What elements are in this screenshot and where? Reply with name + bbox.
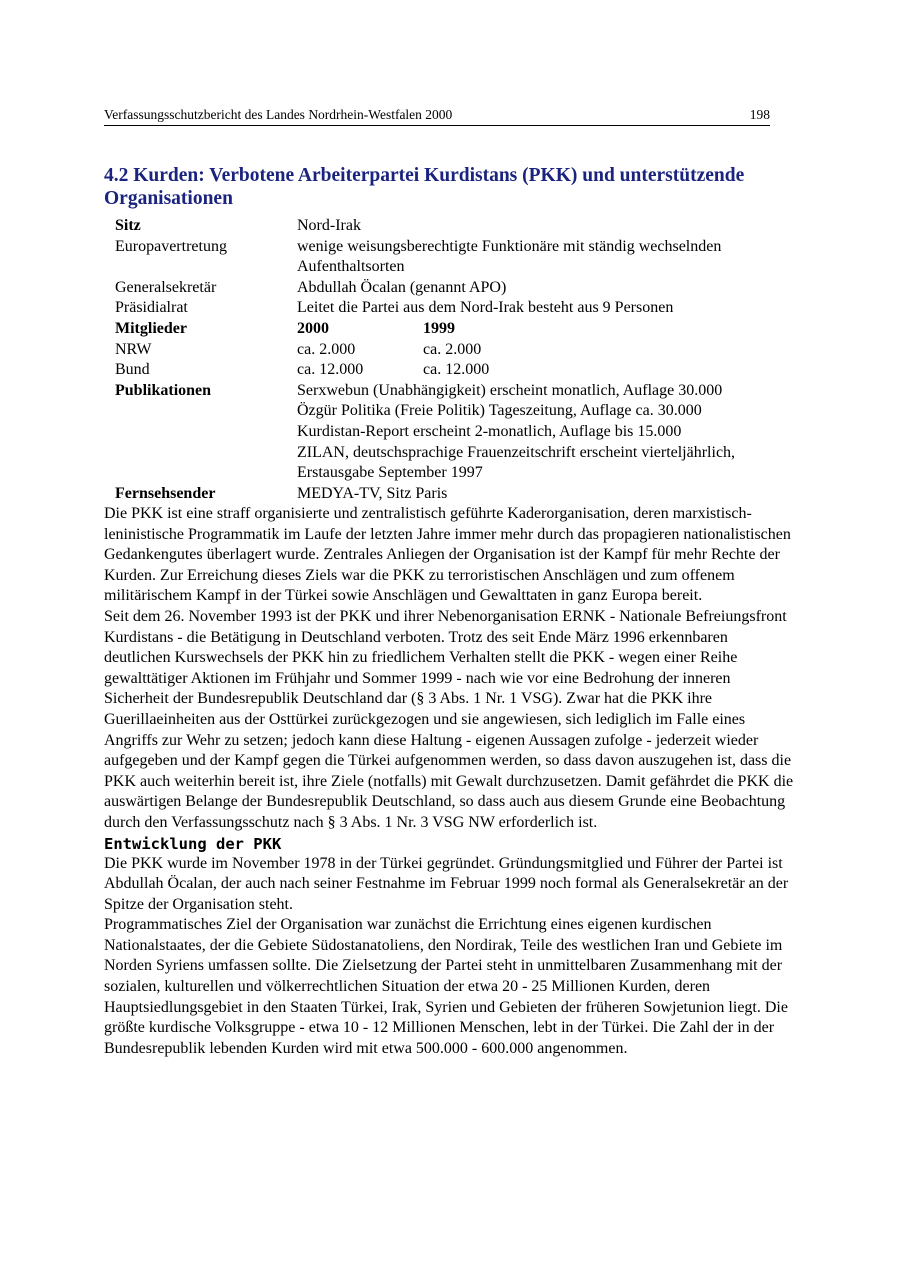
paragraph: Programmatisches Ziel der Organisation war zunächst die Errichtung eines eigenen kurdischen Nationalstaates, der die Gebiete Südostanatoliens, den Nordirak, Teile des westlichen Iran und Gebiete im Norden Syriens umfassen sollte. Die Zielsetzung der Partei steht in unmittelbaren Zusammenhang mit der sozialen, kulturellen und völkerrechtlichen Situation der etwa 20 - 25 Millionen Kurden, deren Hauptsiedlungsgebiet in den Staaten Türkei, Irak, Syrien und Gebieten der früheren Sowjetunion liegt. Die größte kurdische Volksgruppe - etwa 10 - 12 Millionen Menschen, lebt in der Türkei. Die Zahl der in der Bundesrepublik lebenden Kurden wird mit etwa 500.000 - 600.000 angenommen.: [104, 916, 788, 1057]
value-bund: [297, 360, 795, 381]
facts-row-nrw: [115, 340, 795, 361]
page-number: 198: [749, 107, 770, 122]
facts-table: [115, 216, 795, 504]
bund-1999: ca. 12.000: [423, 361, 490, 379]
label-nrw: NRW: [115, 340, 152, 358]
year-1999: 1999: [423, 319, 455, 337]
nrw-1999: ca. 2.000: [423, 340, 482, 358]
bund-2000: ca. 12.000: [297, 361, 364, 379]
facts-row-europavertretung: [115, 237, 795, 278]
paragraph: Die PKK ist eine straff organisierte und zentralistisch geführte Kaderorganisation, deren marxistisch-leninistische Programmatik im Laufe der letzten Jahre immer mehr durch das propagieren nationalistischen Gedankengutes überlagert wurde. Zentrales Anliegen der Organisation ist der Kampf für mehr Rechte der Kurden. Zur Erreichung dieses Ziels war die PKK zu terroristischen Anschlägen und zum offenem militärischem Kampf in der Türkei sowie Anschlägen und Gewalttaten in ganz Europa bereit.: [104, 505, 791, 605]
label-mitglieder: Mitglieder: [115, 319, 187, 337]
body-text: [104, 504, 794, 1059]
header-title: Verfassungsschutzbericht des Landes Nordrhein-Westfalen 2000: [104, 107, 453, 122]
facts-row-sitz: [115, 216, 795, 237]
facts-row-praesidialrat: [115, 298, 795, 319]
value-fernsehsender: MEDYA-TV, Sitz Paris: [297, 484, 448, 502]
value-sitz: Nord-Irak: [297, 217, 361, 234]
value-europavertretung: wenige weisungsberechtigte Funktionäre mit ständig wechselnden Aufenthaltsorten: [297, 237, 722, 276]
value-publikationen: [297, 381, 795, 484]
subheading: Entwicklung der PKK: [104, 834, 282, 853]
label-publikationen: Publikationen: [115, 381, 212, 399]
nrw-2000: ca. 2.000: [297, 340, 356, 358]
label-praesidialrat: Präsidialrat: [115, 299, 188, 317]
label-sitz: Sitz: [115, 217, 141, 234]
label-fernsehsender: Fernsehsender: [115, 484, 216, 502]
value-generalsekretaer: Abdullah Öcalan (genannt APO): [297, 278, 507, 296]
label-europavertretung: Europavertretung: [115, 237, 227, 255]
facts-row-publikationen: [115, 381, 795, 484]
value-years: [297, 319, 795, 340]
label-bund: Bund: [115, 361, 150, 379]
facts-row-mitglieder: [115, 319, 795, 340]
facts-row-bund: [115, 360, 795, 381]
year-2000: 2000: [297, 319, 329, 337]
facts-row-generalsekretaer: [115, 278, 795, 299]
value-nrw: [297, 340, 795, 361]
page-header: [104, 106, 770, 126]
paragraph: Seit dem 26. November 1993 ist der PKK und ihrer Nebenorganisation ERNK - Nationale Befreiungsfront Kurdistans - die Betätigung in Deutschland verboten. Trotz des seit Ende März 1996 erkennbaren deutlichen Kurswechsels der PKK hin zu friedlichem Verhalten stellt die PKK - wegen einer Reihe gewalttätiger Aktionen im Frühjahr und Sommer 1999 - nach wie vor eine Bedrohung der inneren Sicherheit der Bundesrepublik Deutschland dar (§ 3 Abs. 1 Nr. 1 VSG). Zwar hat die PKK ihre Guerillaeinheiten aus der Osttürkei zurückgezogen und sie angewiesen, sich lediglich im Falle eines Angriffs zur Wehr zu setzen; jedoch kann diese Haltung - eigenen Aussagen zufolge - jederzeit wieder aufgegeben und der Kampf gegen die Türkei aufgenommen werden, so dass davon auszugehen ist, dass die PKK auch weiterhin bereit ist, ihre Ziele (notfalls) mit Gewalt durchzusetzen. Damit gefährdet die PKK die auswärtigen Belange der Bundesrepublik Deutschland, so dass auch aus diesem Grunde eine Beobachtung durch den Verfassungsschutz nach § 3 Abs. 1 Nr. 3 VSG NW erforderlich ist.: [104, 607, 794, 831]
publication-item: Özgür Politika (Freie Politik) Tageszeitung, Auflage ca. 30.000: [297, 402, 702, 420]
paragraph: Die PKK wurde im November 1978 in der Türkei gegründet. Gründungsmitglied und Führer der Partei ist Abdullah Öcalan, der auch nach seiner Festnahme im Februar 1999 noch formal als Generalsekretär an der Spitze der Organisation steht.: [104, 854, 789, 913]
label-generalsekretaer: Generalsekretär: [115, 278, 217, 296]
publication-item: ZILAN, deutschsprachige Frauenzeitschrift erscheint vierteljährlich, Erstausgabe September 1997: [297, 443, 736, 482]
section-title: 4.2 Kurden: Verbotene Arbeiterpartei Kurdistans (PKK) und unterstützende Organisationen: [104, 165, 745, 209]
value-praesidialrat: Leitet die Partei aus dem Nord-Irak besteht aus 9 Personen: [297, 299, 674, 317]
facts-row-fernsehsender: [115, 484, 795, 505]
publication-item: Serxwebun (Unabhängigkeit) erscheint monatlich, Auflage 30.000: [297, 381, 723, 399]
publication-item: Kurdistan-Report erscheint 2-monatlich, Auflage bis 15.000: [297, 422, 682, 440]
